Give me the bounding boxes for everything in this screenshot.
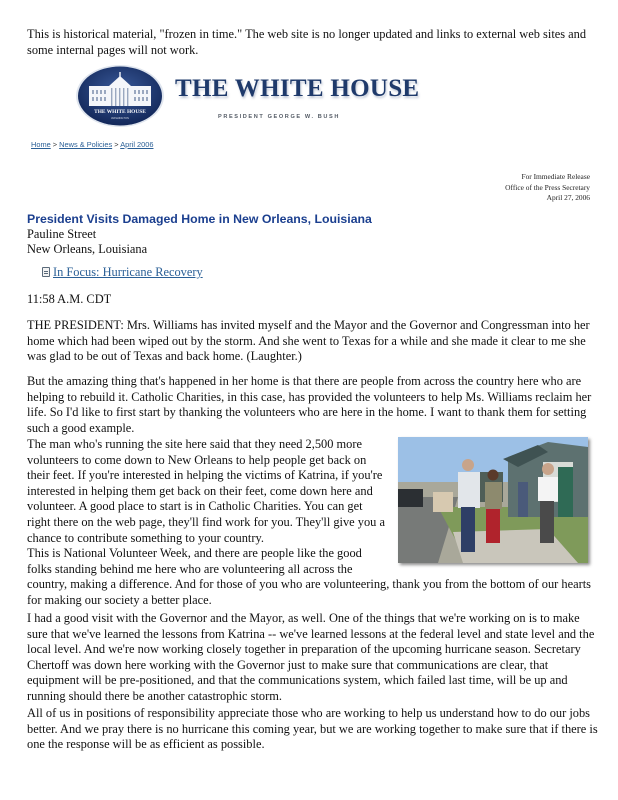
article-title: President Visits Damaged Home in New Orleans, Louisiana [27, 212, 372, 226]
breadcrumb-separator: > [52, 140, 58, 149]
briefing-time: 11:58 A.M. CDT [27, 292, 112, 306]
document-icon [42, 267, 50, 277]
article-paragraph: I had a good visit with the Governor and the Mayor, as well. One of the things that we're working on is to make sure that we've learned the lessons from Katrina -- we've learned lessons at the federal level and state level and the local level. And we're now working closely together in preparation of the upcoming hurricane season. Secretary Chertoff was down here working with the Governor just to make sure that communications are clear, that equipment will be pre-positioned, and that the communications system, which failed last time, will be up and running should there be another catastrophic storm. [27, 611, 595, 703]
article-paragraph: But the amazing thing that's happened in her home is that there are people from across the country here who are helping to rebuild it. Catholic Charities, in this case, has provided the volunteers to help Ms. Williams reclaim her life. So I'd like to first start by thanking the volunteers who are here in the home. I want to thank them for setting such a good example. [27, 374, 592, 435]
site-subtitle: PRESIDENT GEORGE W. BUSH [218, 114, 341, 120]
white-house-seal-icon [75, 64, 165, 128]
release-type: For Immediate Release [521, 172, 590, 181]
in-focus-link[interactable]: In Focus: Hurricane Recovery [53, 265, 203, 279]
breadcrumb-news-policies[interactable]: News & Policies [59, 140, 113, 149]
white-house-logo[interactable] [75, 64, 420, 130]
location-city: New Orleans, Louisiana [27, 242, 148, 256]
historical-notice: This is historical material, "frozen in time." The web site is no longer updated and links to external web sites and some internal pages will not work. [27, 27, 587, 57]
photo-scene [398, 437, 588, 563]
article-paragraph [27, 546, 599, 608]
breadcrumb-separator: > [114, 140, 119, 149]
seal-subtext: WASHINGTON [111, 117, 129, 120]
breadcrumb-april-2006[interactable]: April 2006 [120, 140, 154, 149]
release-office: Office of the Press Secretary [505, 182, 590, 192]
paragraph-text: This is National Volunteer Week, and there are people like the good folks standing behind me here who are volunteering all across the country, making a difference. And for those of you who are volunteering, thank you from the bottom of our hearts for making our society a better place. [27, 546, 591, 607]
article-paragraph: THE PRESIDENT: Mrs. Williams has invited myself and the Mayor and the Governor and Congressman into her home which had been wiped out by the storm. And she went to Texas for a while and she made it clear to me she was glad to be out of Texas and back home. (Laughter.) [27, 318, 590, 364]
breadcrumb [31, 137, 153, 153]
release-info [505, 172, 590, 204]
in-focus-row [42, 265, 203, 281]
release-date: April 27, 2006 [546, 193, 590, 202]
breadcrumb-home[interactable]: Home [31, 140, 51, 149]
photo-float-spacer [384, 546, 599, 564]
article-paragraph: The man who's running the site here said that they need 2,500 more volunteers to come down to New Orleans to help people get back on their feet. If you're interested in helping the victims of Katrina, if you're interested in helping them get back on their feet, come down here and volunteer. A good place to start is in Catholic Charities. You can get right there on the web page, they'll find work for you. They'll give you a chance to contribute something to your country. [27, 437, 385, 545]
seal-text: THE WHITE HOUSE [94, 109, 146, 115]
article-location [27, 227, 147, 257]
location-street: Pauline Street [27, 227, 97, 241]
site-wordmark: THE WHITE HOUSE [175, 75, 420, 102]
article-paragraph: All of us in positions of responsibility appreciate those who are working to help us understand how to do our jobs better. And we pray there is no hurricane this coming year, but we are working together to make sure that if there is one the response will be as efficient as possible. [27, 706, 598, 752]
article-photo[interactable] [398, 437, 588, 563]
